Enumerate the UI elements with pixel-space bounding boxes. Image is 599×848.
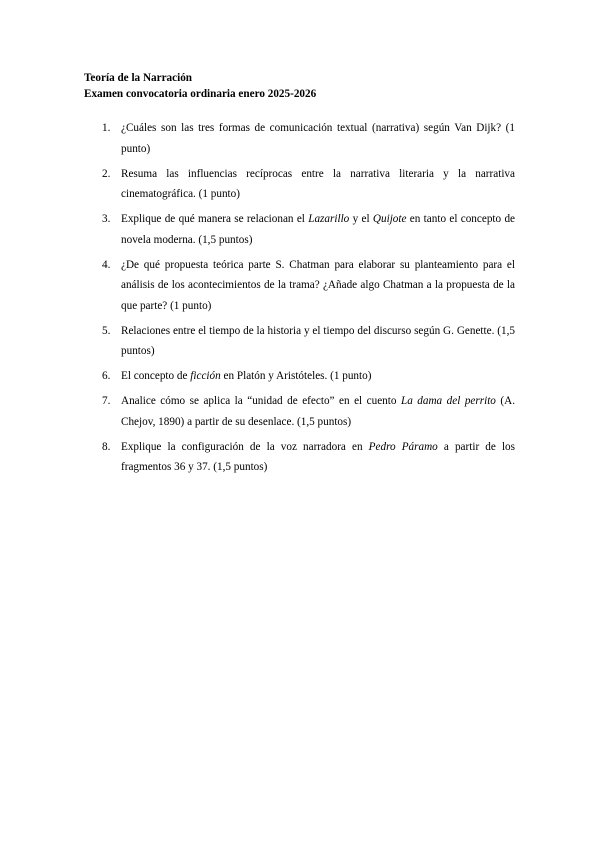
question-item (84, 321, 515, 362)
question-number: 5. (102, 324, 111, 337)
question-number: 7. (102, 395, 111, 407)
question-item (84, 164, 515, 205)
question-text-segment: en tanto el concepto de novela moderna. (1,5 puntos) (121, 213, 515, 246)
question-text (121, 213, 515, 246)
question-text-segment: Relaciones entre el tiempo de la historia y el tiempo del discurso según G. Genette. (1,5 puntos) (121, 324, 515, 357)
question-list (84, 118, 515, 482)
question-text-segment: ¿Cuáles son las tres formas de comunicación textual (narrativa) según Van Dijk? (1 punto) (121, 122, 515, 155)
question-text-segment: Explique la configuración de la voz narradora en (121, 440, 369, 453)
question-item (84, 209, 515, 250)
question-item (84, 366, 515, 387)
question-italic-title: Pedro Páramo (368, 440, 438, 453)
question-number: 3. (102, 213, 111, 225)
document-title: Teoría de la Narración (84, 72, 193, 84)
question-text (121, 122, 515, 155)
question-text-segment: y el (349, 213, 373, 225)
question-italic-title: Lazarillo (308, 213, 350, 225)
question-number: 8. (102, 440, 111, 453)
question-item (84, 118, 515, 159)
question-number: 2. (102, 167, 111, 180)
question-text-segment: Analice cómo se aplica la “unidad de efecto” en el cuento (121, 395, 401, 407)
question-text-segment: ¿De qué propuesta teórica parte S. Chatman para elaborar su planteamiento para el análisis de los acontecimientos de la trama? ¿Añade algo Chatman a la propuesta de la que parte? (1 punto) (121, 258, 515, 312)
document-header (84, 70, 524, 102)
question-italic-title: La dama del perrito (400, 395, 496, 407)
document-subtitle: Examen convocatoria ordinaria enero 2025-2026 (84, 88, 317, 100)
question-italic-title: Quijote (372, 213, 407, 225)
question-number: 6. (102, 370, 111, 382)
question-text (121, 395, 515, 428)
question-text-segment: (A. Chejov, 1890) a partir de su desenlace. (1,5 puntos) (121, 395, 515, 428)
question-number: 1. (102, 122, 111, 134)
question-text (121, 259, 515, 312)
question-text-segment: El concepto de (121, 370, 191, 382)
question-item (84, 255, 515, 317)
question-text-segment: en Platón y Aristóteles. (1 punto) (220, 370, 372, 382)
question-text-segment: Resuma las influencias recíprocas entre la narrativa literaria y la narrativa cinematográfica. (1 punto) (121, 167, 515, 200)
question-text (121, 441, 515, 474)
question-text-segment: Explique de qué manera se relacionan el (121, 213, 309, 225)
question-text-segment: a partir de los fragmentos 36 y 37. (1,5 puntos) (121, 440, 516, 473)
question-number: 4. (102, 258, 111, 271)
question-item (84, 437, 515, 478)
question-text (121, 168, 515, 201)
question-item (84, 391, 515, 432)
question-italic-title: ficción (190, 370, 221, 382)
question-text (121, 370, 371, 382)
question-text (121, 325, 515, 358)
